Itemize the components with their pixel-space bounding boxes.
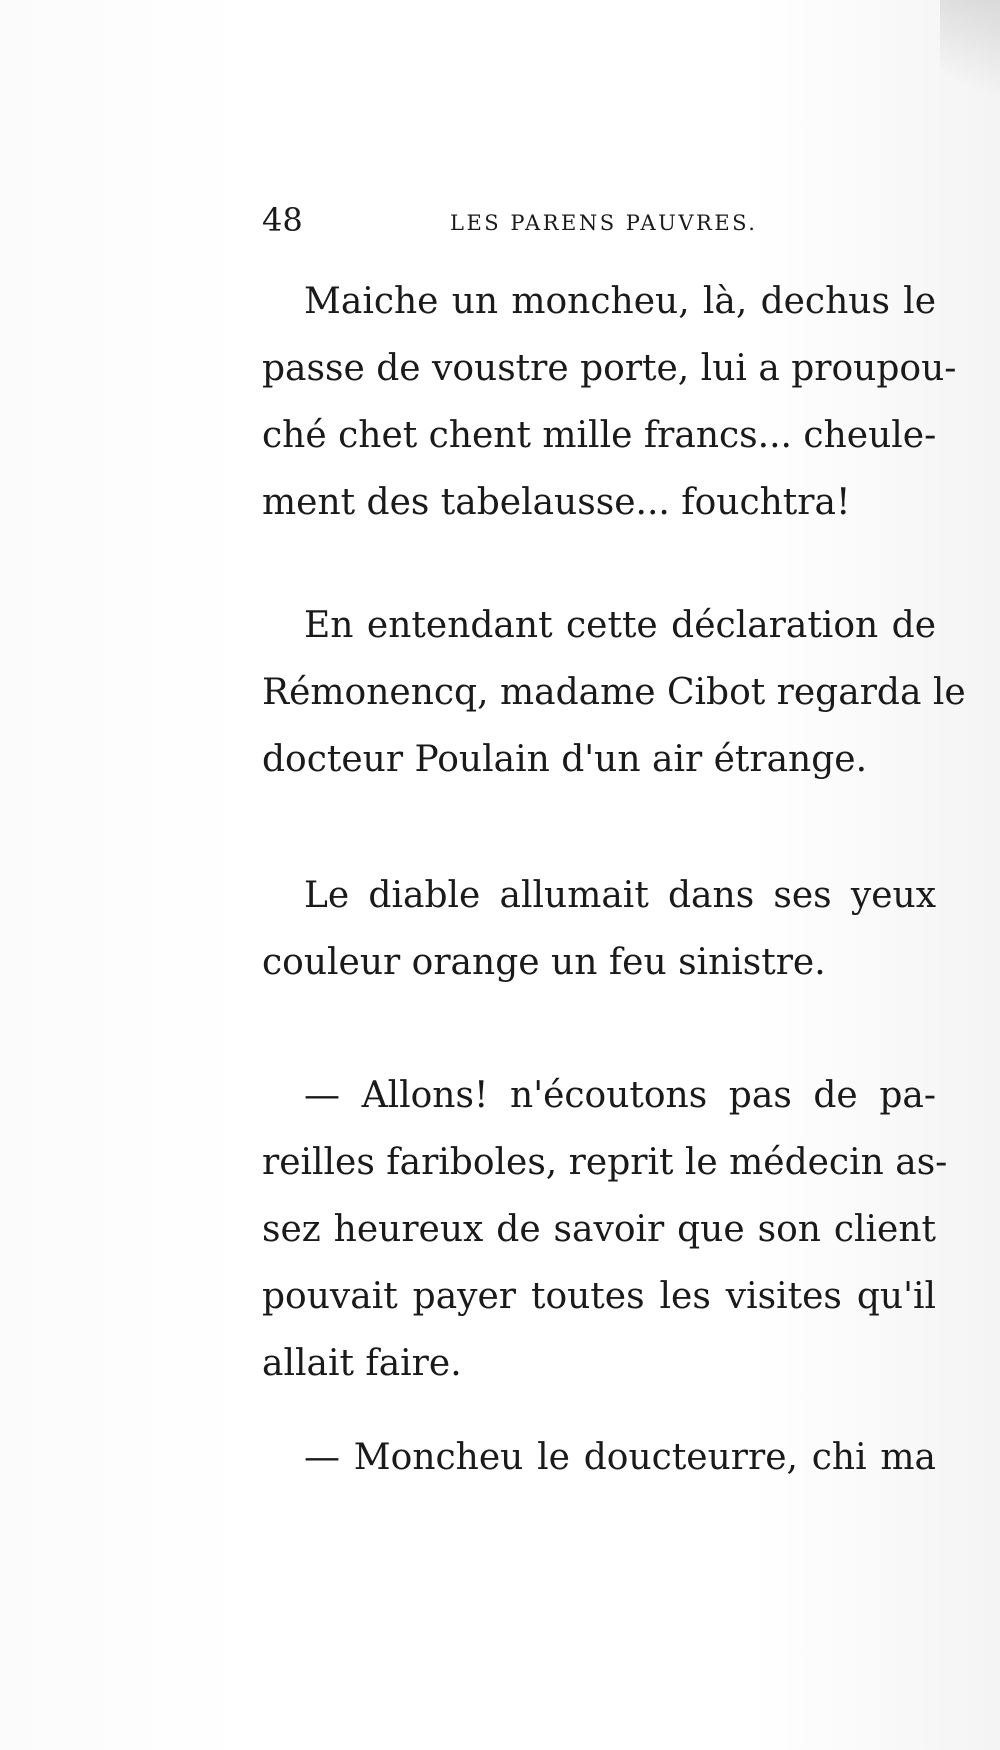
text-line: allait faire. — [262, 1343, 462, 1384]
text-line: ment des tabelausse... fouchtra! — [262, 482, 851, 523]
text-line: Maiche un moncheu, là, dechus le — [304, 281, 936, 322]
text-line: docteur Poulain d'un air étrange. — [262, 739, 868, 780]
page-number: 48 — [262, 201, 303, 239]
running-title: LES PARENS PAUVRES. — [450, 211, 758, 235]
page-corner-shadow — [940, 0, 1000, 120]
text-line: — Moncheu le doucteurre, chi ma — [304, 1437, 936, 1478]
text-line: passe de voustre porte, lui a proupou- — [262, 348, 957, 389]
text-line: reilles fariboles, reprit le médecin as- — [262, 1142, 948, 1183]
paragraph-5 — [262, 1424, 936, 1491]
text-line: Rémonencq, madame Cibot regarda le — [262, 672, 966, 713]
text-line: ché chet chent mille francs... cheule- — [262, 415, 937, 456]
text-line: sez heureux de savoir que son client — [262, 1209, 936, 1250]
paragraph-4 — [262, 1062, 948, 1397]
paragraph-2 — [262, 592, 966, 793]
text-line: Le diable allumait dans ses yeux — [304, 875, 936, 916]
page-header — [262, 200, 772, 244]
paragraph-3 — [262, 862, 936, 996]
text-line: couleur orange un feu sinistre. — [262, 942, 826, 983]
text-line: En entendant cette déclaration de — [304, 605, 936, 646]
text-line: pouvait payer toutes les visites qu'il — [262, 1276, 936, 1317]
text-line: — Allons! n'écoutons pas de pa- — [304, 1075, 936, 1116]
paragraph-1 — [262, 268, 957, 536]
